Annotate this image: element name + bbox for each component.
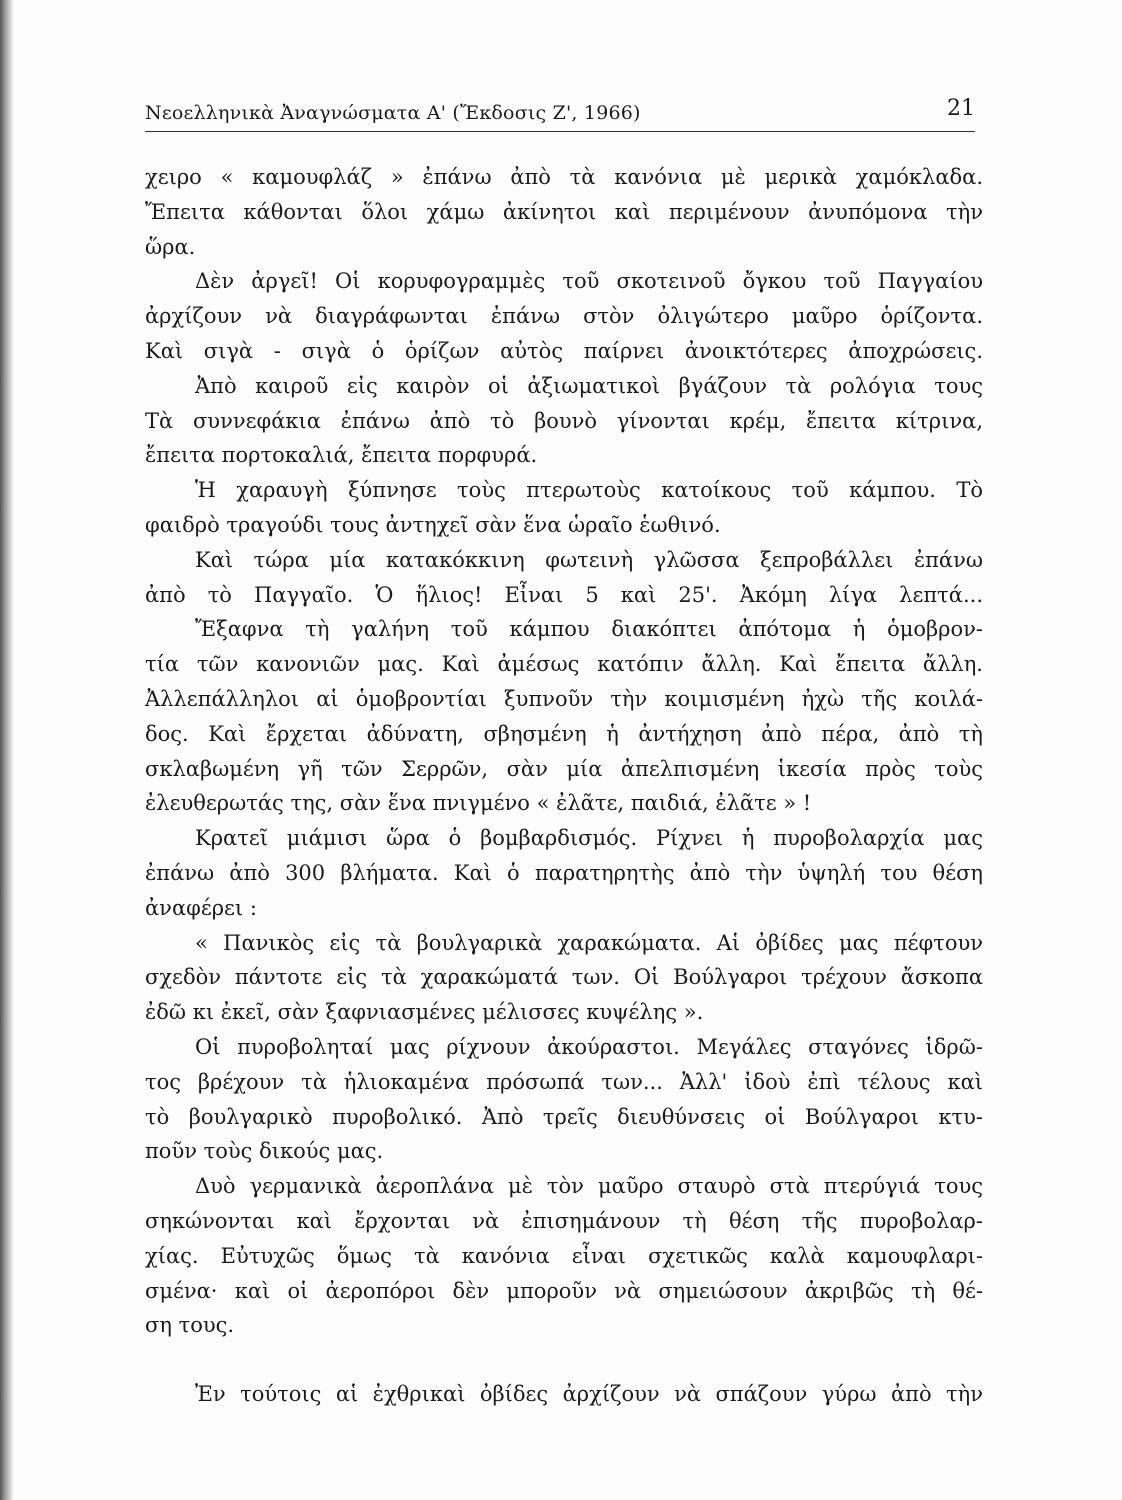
text-line: σμένα· καὶ οἱ ἀεροπόροι δὲν μποροῦν νὰ σημειώσουν ἀκριβῶς τὴ θέ-	[145, 1278, 983, 1303]
text-line: σηκώνονται καὶ ἔρχονται νὰ ἐπισημάνουν τὴ θέση τῆς πυροβολαρ-	[145, 1208, 983, 1233]
text-line: Ἔξαφνα τὴ γαλήνη τοῦ κάμπου διακόπτει ἀπότομα ἡ ὁμοβρον-	[195, 617, 983, 642]
text-line: Ἡ χαραυγὴ ξύπνησε τοὺς πτερωτοὺς κατοίκους τοῦ κάμπου. Τὸ	[195, 478, 983, 503]
text-line: Οἱ πυροβοληταί μας ρίχνουν ἀκούραστοι. Μεγάλες σταγόνες ἱδρῶ-	[195, 1034, 983, 1059]
text-line: ἀρχίζουν νὰ διαγράφωνται ἐπάνω στὸν ὀλιγώτερο μαῦρο ὁρίζοντα.	[145, 304, 983, 329]
text-line: Κρατεῖ μιάμισι ὥρα ὁ βομβαρδισμός. Ρίχνει ἡ πυροβολαρχία μας	[195, 826, 983, 851]
body-text	[145, 160, 983, 1412]
page-number: 21	[947, 96, 975, 121]
text-line: ση τους.	[145, 1313, 235, 1338]
text-line: χειρο « καμουφλάζ » ἐπάνω ἀπὸ τὰ κανόνια μὲ μερικὰ χαμόκλαδα.	[145, 165, 983, 189]
header-rule	[145, 131, 975, 132]
text-line: τία τῶν κανονιῶν μας. Καὶ ἀμέσως κατόπιν ἄλλη. Καὶ ἔπειτα ἄλλη.	[145, 652, 983, 677]
paragraph-gap	[145, 1343, 983, 1377]
text-line: ἀναφέρει :	[145, 895, 257, 920]
text-line: ἔπειτα πορτοκαλιά, ἔπειτα πορφυρά.	[145, 443, 538, 468]
text-line: Καὶ τώρα μία κατακόκκινη φωτεινὴ γλῶσσα ξεπροβάλλει ἐπάνω	[195, 547, 983, 572]
text-line: Ἔπειτα κάθονται ὅλοι χάμω ἀκίνητοι καὶ περιμένουν ἀνυπόμονα τὴν	[145, 199, 983, 224]
text-line: Ἀπὸ καιροῦ εἰς καιρὸν οἱ ἀξιωματικοὶ βγάζουν τὰ ρολόγια τους	[195, 373, 983, 398]
page-edge-shadow	[0, 0, 14, 1500]
text-line: χίας. Εὐτυχῶς ὅμως τὰ κανόνια εἶναι σχετικῶς καλὰ καμουφλαρι-	[145, 1243, 983, 1268]
text-line: Ἐν τούτοις αἱ ἐχθρικαὶ ὀβίδες ἀρχίζουν νὰ σπάζουν γύρω ἀπὸ τὴν	[195, 1382, 983, 1407]
text-line: Ἀλλεπάλληλοι αἱ ὁμοβροντίαι ξυπνοῦν τὴν κοιμισμένη ἠχὼ τῆς κοιλά-	[145, 686, 983, 711]
text-line: δος. Καὶ ἔρχεται ἀδύνατη, σβησμένη ἡ ἀντήχηση ἀπὸ πέρα, ἀπὸ τὴ	[145, 721, 983, 746]
text-line: ἐδῶ κι ἐκεῖ, σὰν ξαφνιασμένες μέλισσες κυψέλης ».	[145, 1000, 704, 1025]
text-line: ἐπάνω ἀπὸ 300 βλήματα. Καὶ ὁ παρατηρητὴς ἀπὸ τὴν ὑψηλή του θέση	[145, 860, 983, 885]
text-line: ὥρα.	[145, 234, 196, 259]
text-line: σκλαβωμένη γῆ τῶν Σερρῶν, σὰν μία ἀπελπισμένη ἱκεσία πρὸς τοὺς	[145, 756, 983, 781]
text-line: σχεδὸν πάντοτε εἰς τὰ χαρακώματά των. Οἱ Βούλγαροι τρέχουν ἄσκοπα	[145, 965, 983, 990]
text-line: Δυὸ γερμανικὰ ἀεροπλάνα μὲ τὸν μαῦρο σταυρὸ στὰ πτερύγιά τους	[195, 1174, 983, 1199]
text-line: φαιδρὸ τραγούδι τους ἀντηχεῖ σὰν ἕνα ὡραῖο ἑωθινό.	[145, 512, 721, 537]
running-title: Νεοελληνικὰ Ἀναγνώσματα Α' (Ἔκδοσις Ζ', 1966)	[145, 102, 641, 124]
running-head	[145, 96, 975, 128]
text-line: ἐλευθερωτάς της, σὰν ἕνα πνιγμένο « ἐλᾶτε, παιδιά, ἐλᾶτε » !	[145, 791, 812, 816]
text-line: « Πανικὸς εἰς τὰ βουλγαρικὰ χαρακώματα. Αἱ ὀβίδες μας πέφτουν	[195, 930, 983, 955]
text-line: Τὰ συννεφάκια ἐπάνω ἀπὸ τὸ βουνὸ γίνονται κρέμ, ἔπειτα κίτρινα,	[145, 408, 983, 433]
text-line: Καὶ σιγὰ - σιγὰ ὁ ὁρίζων αὐτὸς παίρνει ἀνοικτότερες ἀποχρώσεις.	[145, 338, 983, 363]
text-line: τὸ βουλγαρικὸ πυροβολικό. Ἀπὸ τρεῖς διευθύνσεις οἱ Βούλγαροι κτυ-	[145, 1104, 983, 1129]
text-line: τος βρέχουν τὰ ἡλιοκαμένα πρόσωπά των... Ἀλλ' ἰδοὺ ἐπὶ τέλους καὶ	[145, 1069, 983, 1094]
text-line: Δὲν ἀργεῖ! Οἱ κορυφογραμμὲς τοῦ σκοτεινοῦ ὄγκου τοῦ Παγγαίου	[195, 269, 983, 294]
text-line: ἀπὸ τὸ Παγγαῖο. Ὁ ἥλιος! Εἶναι 5 καὶ 25'. Ἀκόμη λίγα λεπτά...	[145, 582, 983, 607]
text-line: ποῦν τοὺς δικούς μας.	[145, 1139, 384, 1164]
